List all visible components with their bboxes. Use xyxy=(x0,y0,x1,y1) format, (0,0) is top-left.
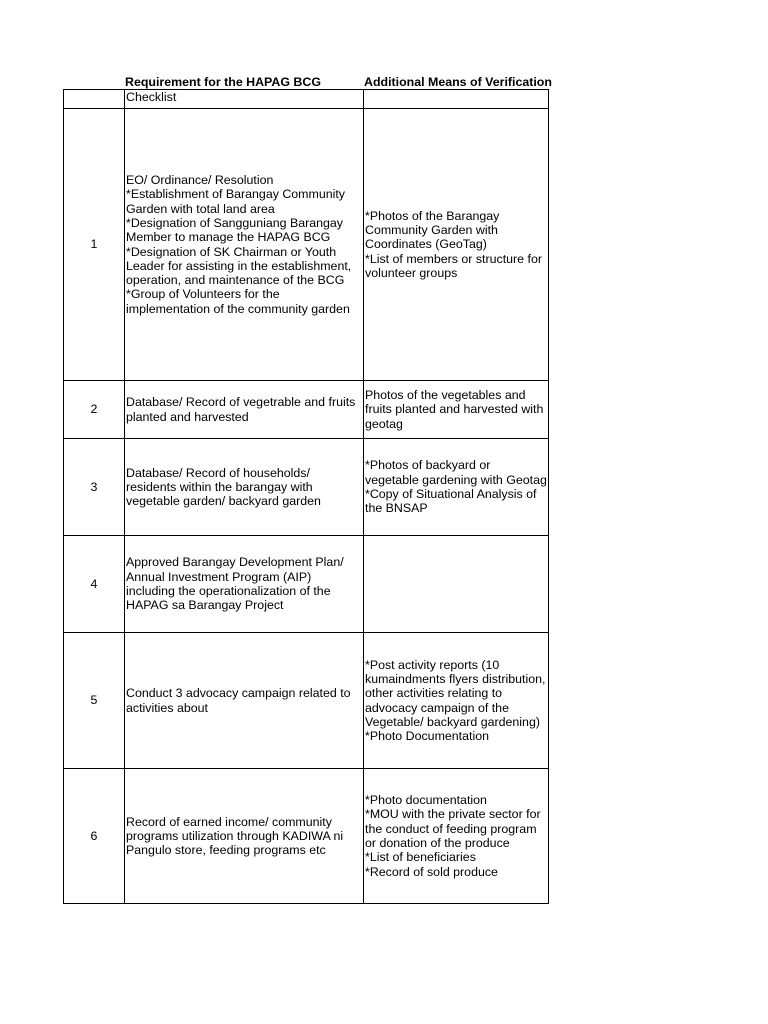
checklist-label: Checklist xyxy=(125,90,364,109)
checklist-row xyxy=(64,90,549,109)
row-number: 2 xyxy=(64,381,125,439)
table-row xyxy=(64,109,549,381)
verification-cell: *Photos of the Barangay Community Garden with Coordinates (GeoTag) *List of members or structure for volunteer groups xyxy=(364,109,549,381)
requirements-table xyxy=(63,89,549,904)
verification-cell: *Photos of backyard or vegetable gardening with Geotag *Copy of Situational Analysis of the BNSAP xyxy=(364,439,549,536)
table-cell xyxy=(364,90,549,109)
verification-cell xyxy=(364,536,549,633)
header-verification: Additional Means of Verification xyxy=(364,75,552,89)
requirement-cell: Database/ Record of households/ residents within the barangay with vegetable garden/ backyard garden xyxy=(125,439,364,536)
checklist-sheet xyxy=(63,69,552,904)
requirement-cell: Record of earned income/ community programs utilization through KADIWA ni Pangulo store, feeding programs etc xyxy=(125,769,364,904)
table-row xyxy=(64,439,549,536)
verification-cell: Photos of the vegetables and fruits planted and harvested with geotag xyxy=(364,381,549,439)
row-number: 4 xyxy=(64,536,125,633)
table-row xyxy=(64,633,549,769)
requirement-cell: Database/ Record of vegetrable and fruits planted and harvested xyxy=(125,381,364,439)
row-number: 1 xyxy=(64,109,125,381)
requirement-cell: EO/ Ordinance/ Resolution *Establishment of Barangay Community Garden with total land area *Designation of Sangguniang Barangay Member to manage the HAPAG BCG *Designation of SK Chairman or Youth Leader for assisting in the establishment, operation, and maintenance of the BCG *Group of Volunteers for the implementation of the community garden xyxy=(125,109,364,381)
row-number: 5 xyxy=(64,633,125,769)
header-requirement: Requirement for the HAPAG BCG xyxy=(125,75,321,89)
row-number: 6 xyxy=(64,769,125,904)
table-row xyxy=(64,381,549,439)
column-header-row xyxy=(63,69,552,89)
table-cell xyxy=(64,90,125,109)
requirement-cell: Conduct 3 advocacy campaign related to activities about xyxy=(125,633,364,769)
row-number: 3 xyxy=(64,439,125,536)
verification-cell: *Post activity reports (10 kumaindments flyers distribution, other activities relating to advocacy campaign of the Vegetable/ backyard gardening) *Photo Documentation xyxy=(364,633,549,769)
table-row xyxy=(64,769,549,904)
requirement-cell: Approved Barangay Development Plan/ Annual Investment Program (AIP) including the operationalization of the HAPAG sa Barangay Project xyxy=(125,536,364,633)
table-row xyxy=(64,536,549,633)
verification-cell: *Photo documentation *MOU with the private sector for the conduct of feeding program or donation of the produce *List of beneficiaries *Record of sold produce xyxy=(364,769,549,904)
